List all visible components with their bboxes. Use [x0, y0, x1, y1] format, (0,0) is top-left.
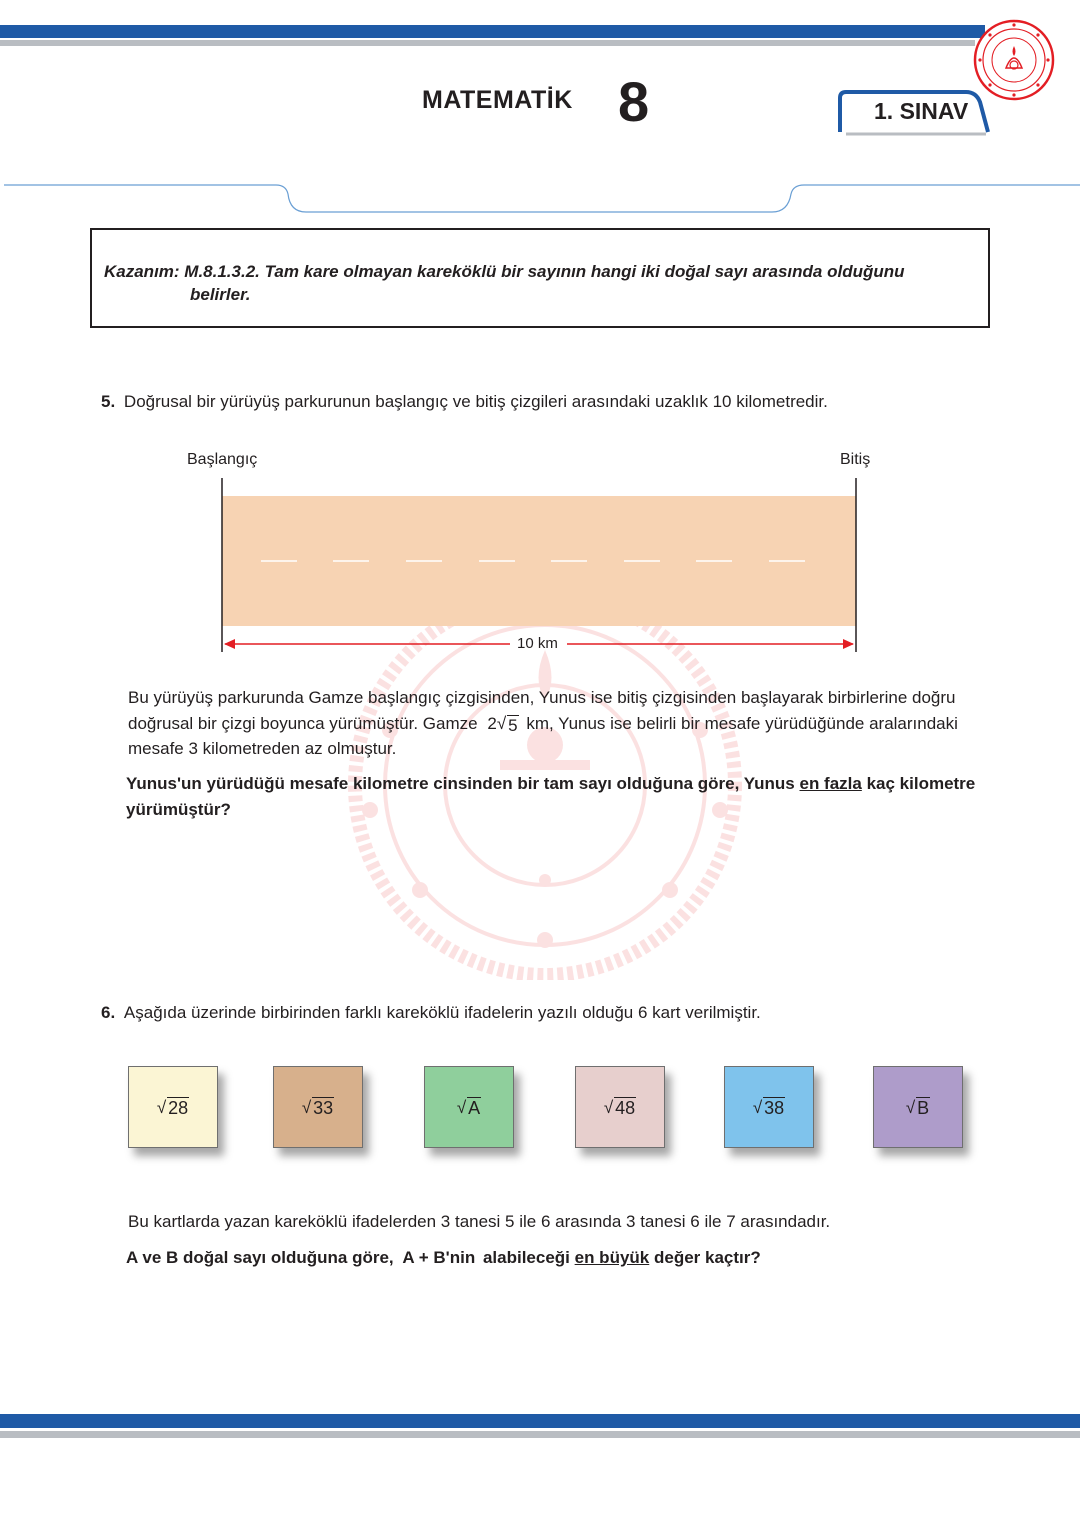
walking-track-road [222, 496, 856, 626]
question-5-body-line2: doğrusal bir çizgi boyunca yürümüştür. Gamze 2 √ 5 km, Yunus ise belirli bir mesafe yürüdüğünde aralarındaki [128, 711, 1008, 737]
bottom-gray-bar [0, 1431, 1080, 1438]
question-5-body-line1: Bu yürüyüş parkurunda Gamze başlangıç çizgisinden, Yunus ise bitiş çizgisinden başlayarak birbirlerine doğru [128, 688, 956, 707]
question-5-number: 5. [101, 392, 116, 411]
root-card-3: √ A [424, 1066, 514, 1148]
subject-title: MATEMATİK [422, 86, 573, 114]
arrowhead-left [224, 639, 235, 649]
question-5-body [128, 685, 1008, 762]
root-card-3-value: A [468, 1097, 481, 1118]
start-label: Başlangıç [187, 451, 258, 468]
question-5-prompt-row [101, 390, 1001, 414]
question-6-prompt-row [101, 1001, 1001, 1025]
question-5-prompt: Doğrusal bir yürüyüş parkurunun başlangıç ve bitiş çizgileri arasındaki uzaklık 10 kilometredir. [123, 392, 828, 411]
question-5-body-line3: mesafe 3 kilometreden az olmuştur. [128, 739, 397, 758]
grade-number: 8 [618, 70, 650, 133]
question-6-prompt: Aşağıda üzerinde birbirinden farklı kareköklü ifadelerin yazılı olduğu 6 kart verilmiştir. [123, 1003, 761, 1022]
exam-label: 1. SINAV [874, 98, 969, 124]
sum-expression: A + B'nin [402, 1248, 476, 1267]
root-card-4: √ 48 [575, 1066, 665, 1148]
end-label: Bitiş [840, 451, 871, 468]
root-card-2-value: 33 [313, 1097, 334, 1118]
learning-outcome-box [90, 228, 990, 328]
bottom-blue-bar [0, 1414, 1080, 1428]
question-6-ask: A ve B doğal sayı olduğuna göre, A + B'nin alabileceği en büyük değer kaçtır? [126, 1248, 761, 1267]
header-divider [0, 180, 1080, 220]
root-card-4-value: 48 [615, 1097, 636, 1118]
gamze-distance-expression: 2 √ 5 [487, 713, 518, 735]
root-card-1: √ 28 [128, 1066, 218, 1148]
walking-track-figure [215, 474, 865, 659]
root-card-6: √ B [873, 1066, 963, 1148]
arrowhead-right [843, 639, 854, 649]
root-card-1-value: 28 [168, 1097, 189, 1118]
top-blue-bar [0, 25, 985, 38]
learning-outcome-text [104, 260, 984, 306]
distance-label: 10 km [517, 635, 558, 652]
question-5-ask: Yunus'un yürüdüğü mesafe kilometre cinsinden bir tam sayı olduğuna göre, Yunus en fazla kaç kilometre yürümüştür? [126, 774, 976, 819]
root-card-5-value: 38 [764, 1097, 785, 1118]
question-6-number: 6. [101, 1003, 116, 1022]
root-card-2: √ 33 [273, 1066, 363, 1148]
emphasis-en-fazla: en fazla [799, 774, 862, 793]
learning-outcome-line1: Kazanım: M.8.1.3.2. Tam kare olmayan kareköklü bir sayının hangi iki doğal sayı arasında olduğunu [104, 262, 905, 281]
root-card-6-value: B [917, 1097, 930, 1118]
question-6-info: Bu kartlarda yazan kareköklü ifadelerden 3 tanesi 5 ile 6 arasında 3 tanesi 6 ile 7 arasındadır. [128, 1212, 831, 1231]
emphasis-en-buyuk: en büyük [574, 1248, 650, 1267]
root-card-5: √ 38 [724, 1066, 814, 1148]
learning-outcome-line2: belirler. [190, 285, 251, 304]
top-gray-bar [0, 40, 975, 46]
